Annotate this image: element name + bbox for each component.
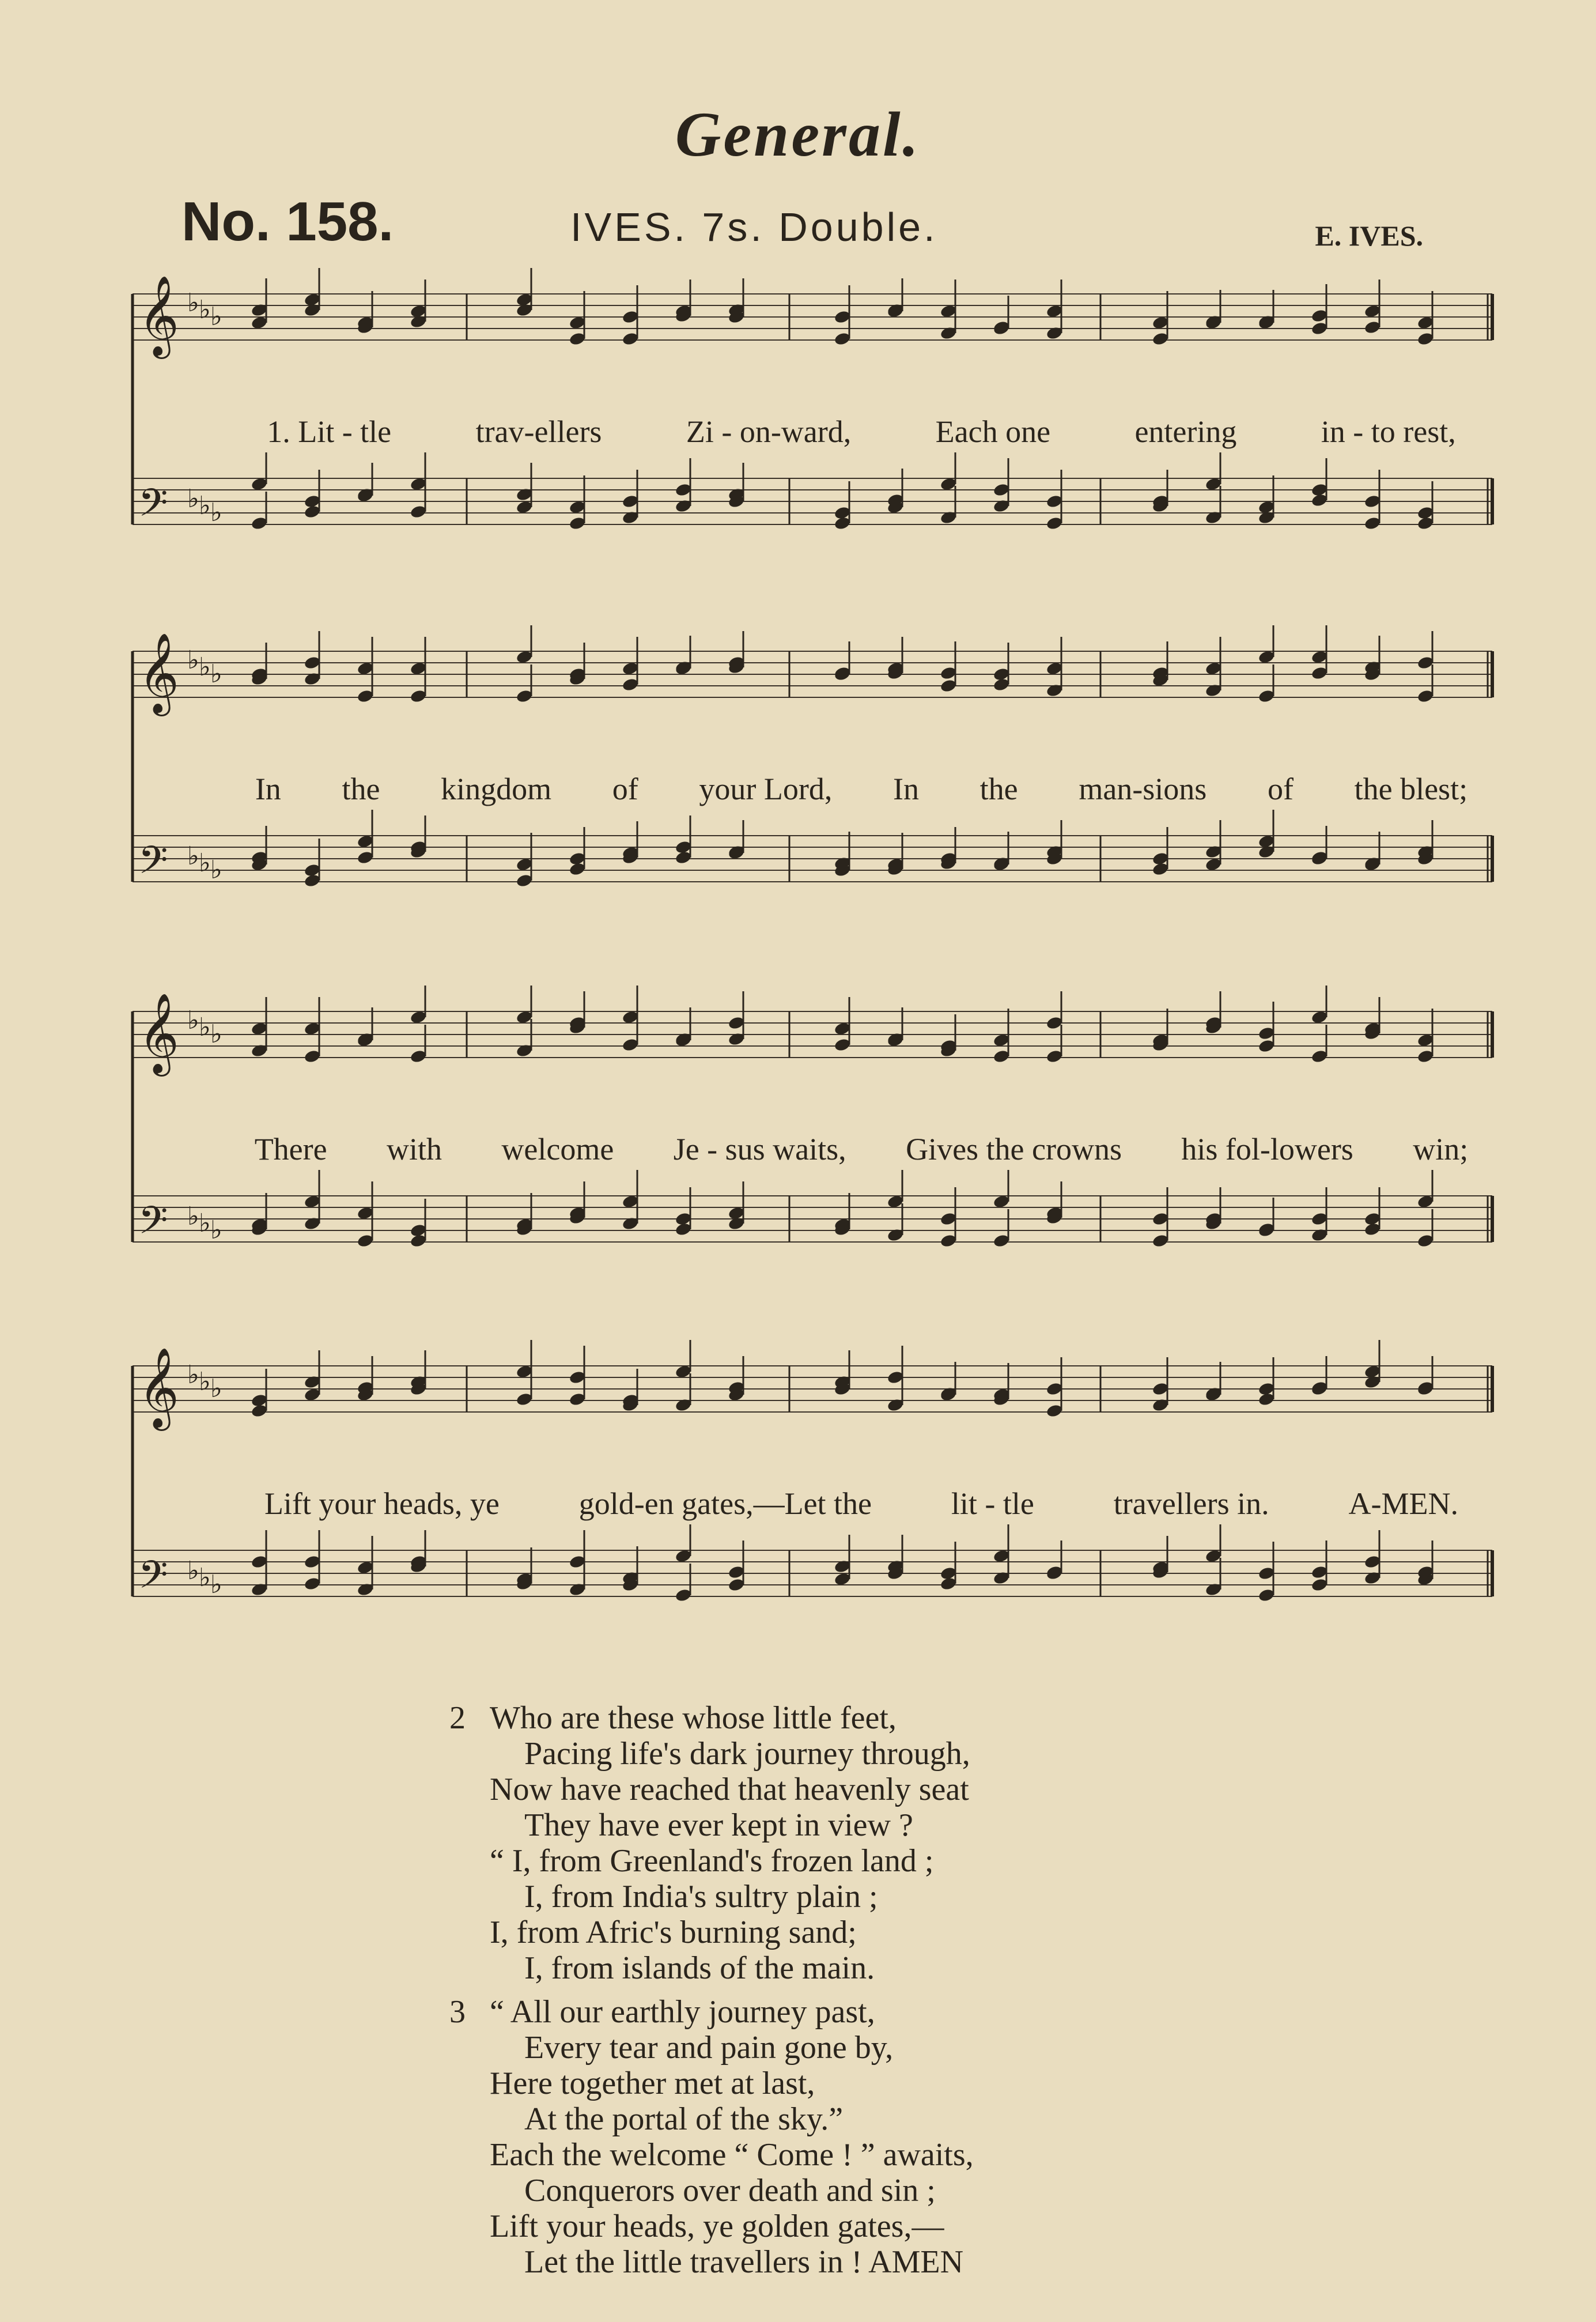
bass-clef-icon: 𝄢 <box>138 1553 168 1606</box>
lyric-word: win; <box>1413 1132 1469 1166</box>
hymn-number: No. 158. <box>181 191 394 252</box>
flat-icon: ♭ <box>199 1367 211 1396</box>
flat-icon: ♭ <box>210 498 222 527</box>
flat-icon: ♭ <box>199 1209 211 1238</box>
flat-icon: ♭ <box>210 1020 222 1049</box>
lyric-word: In <box>893 772 920 806</box>
flat-icon: ♭ <box>187 1360 199 1390</box>
lyric-word: Je - sus waits, <box>673 1132 846 1166</box>
lyric-word: of <box>612 772 638 806</box>
stanza-line: I, from India's sultry plain ; <box>524 1879 878 1915</box>
lyric-word: entering <box>1134 414 1237 449</box>
flat-icon: ♭ <box>210 1374 222 1403</box>
lyric-word: his fol-lowers <box>1181 1132 1353 1166</box>
treble-clef-icon: 𝄞 <box>138 1347 179 1428</box>
stanza-line: I, from islands of the main. <box>524 1950 875 1986</box>
lyric-word: gold-en gates,—Let the <box>578 1486 872 1521</box>
flat-icon: ♭ <box>210 302 222 331</box>
stanza-line: Here together met at last, <box>490 2066 815 2101</box>
lyric-line <box>225 1131 1498 1167</box>
music-system-1 <box>127 265 1498 611</box>
stanza-line: At the portal of the sky.” <box>524 2101 844 2137</box>
stanza-line: Now have reached that heavenly seat <box>490 1772 969 1807</box>
stanza-line: They have ever kept in view ? <box>524 1807 913 1843</box>
music-system-2 <box>127 622 1498 968</box>
lyric-word: of <box>1267 772 1294 806</box>
flat-icon: ♭ <box>199 491 211 520</box>
lyric-word: 1. Lit - tle <box>267 414 392 449</box>
flat-icon: ♭ <box>210 855 222 885</box>
stanza-line: “ All our earthly journey past, <box>490 1994 875 2030</box>
flat-icon: ♭ <box>187 288 199 318</box>
stanza-line: Every tear and pain gone by, <box>524 2030 894 2066</box>
stanza-number: 2 <box>449 1700 466 1736</box>
lyric-word: your Lord, <box>699 772 833 806</box>
stanza-line: Each the welcome “ Come ! ” awaits, <box>490 2137 974 2173</box>
stanza-line: Let the little travellers in ! AMEN <box>524 2244 964 2280</box>
bass-clef-icon: 𝄢 <box>138 1198 168 1252</box>
lyric-word: kingdom <box>441 772 552 806</box>
section-heading: General. <box>675 99 921 169</box>
lyric-word: the <box>342 772 380 806</box>
lyric-line <box>225 1486 1498 1521</box>
lyric-word: Zi - on-ward, <box>686 414 852 449</box>
lyric-word: Gives the crowns <box>906 1132 1122 1166</box>
lyric-word: in - to rest, <box>1321 414 1456 449</box>
stanza-3 <box>449 1994 974 2280</box>
lyric-word: the blest; <box>1354 772 1468 806</box>
lyric-line <box>225 771 1498 807</box>
stanza-number: 3 <box>449 1994 466 2030</box>
bass-clef-icon: 𝄢 <box>138 838 168 892</box>
lyric-word: There <box>254 1132 327 1166</box>
treble-clef-icon: 𝄞 <box>138 275 179 356</box>
flat-icon: ♭ <box>210 1215 222 1245</box>
lyric-word: with <box>386 1132 442 1166</box>
bass-clef-icon: 𝄢 <box>138 481 168 534</box>
stanza-line: Conquerors over death and sin ; <box>524 2173 936 2208</box>
treble-clef-icon: 𝄞 <box>138 993 179 1073</box>
flat-icon: ♭ <box>210 659 222 689</box>
flat-icon: ♭ <box>187 1556 199 1585</box>
lyric-word: travellers in. <box>1113 1486 1269 1521</box>
flat-icon: ♭ <box>187 484 199 514</box>
composer-name: E. IVES. <box>1315 220 1423 252</box>
flat-icon: ♭ <box>187 1202 199 1231</box>
stanza-line: Lift your heads, ye golden gates,— <box>490 2208 944 2244</box>
flat-icon: ♭ <box>199 295 211 324</box>
flat-icon: ♭ <box>210 1570 222 1599</box>
treble-clef-icon: 𝄞 <box>138 633 179 713</box>
lyric-word: A-MEN. <box>1348 1486 1459 1521</box>
flat-icon: ♭ <box>199 1013 211 1042</box>
lyric-word: man-sions <box>1079 772 1207 806</box>
lyric-word: welcome <box>501 1132 614 1166</box>
flat-icon: ♭ <box>199 848 211 878</box>
tune-name: IVES. 7s. Double. <box>570 205 938 250</box>
lyric-word: Each one <box>935 414 1051 449</box>
lyric-word: the <box>979 772 1018 806</box>
music-system-4 <box>127 1337 1498 1683</box>
lyric-line <box>225 414 1498 450</box>
lyric-word: lit - tle <box>951 1486 1034 1521</box>
stanza-line: Pacing life's dark journey through, <box>524 1736 970 1772</box>
flat-icon: ♭ <box>187 645 199 675</box>
flat-icon: ♭ <box>199 1563 211 1592</box>
flat-icon: ♭ <box>199 652 211 682</box>
flat-icon: ♭ <box>187 1006 199 1035</box>
stanza-2 <box>449 1700 970 1986</box>
hymn-header <box>0 190 1596 265</box>
music-system-3 <box>127 983 1498 1328</box>
stanza-line: Who are these whose little feet, <box>490 1700 897 1736</box>
lyric-word: trav-ellers <box>475 414 602 449</box>
lyric-word: In <box>255 772 281 806</box>
lyric-word: Lift your heads, ye <box>264 1486 500 1521</box>
stanza-line: “ I, from Greenland's frozen land ; <box>490 1843 934 1879</box>
stanza-line: I, from Afric's burning sand; <box>490 1915 857 1950</box>
flat-icon: ♭ <box>187 841 199 871</box>
